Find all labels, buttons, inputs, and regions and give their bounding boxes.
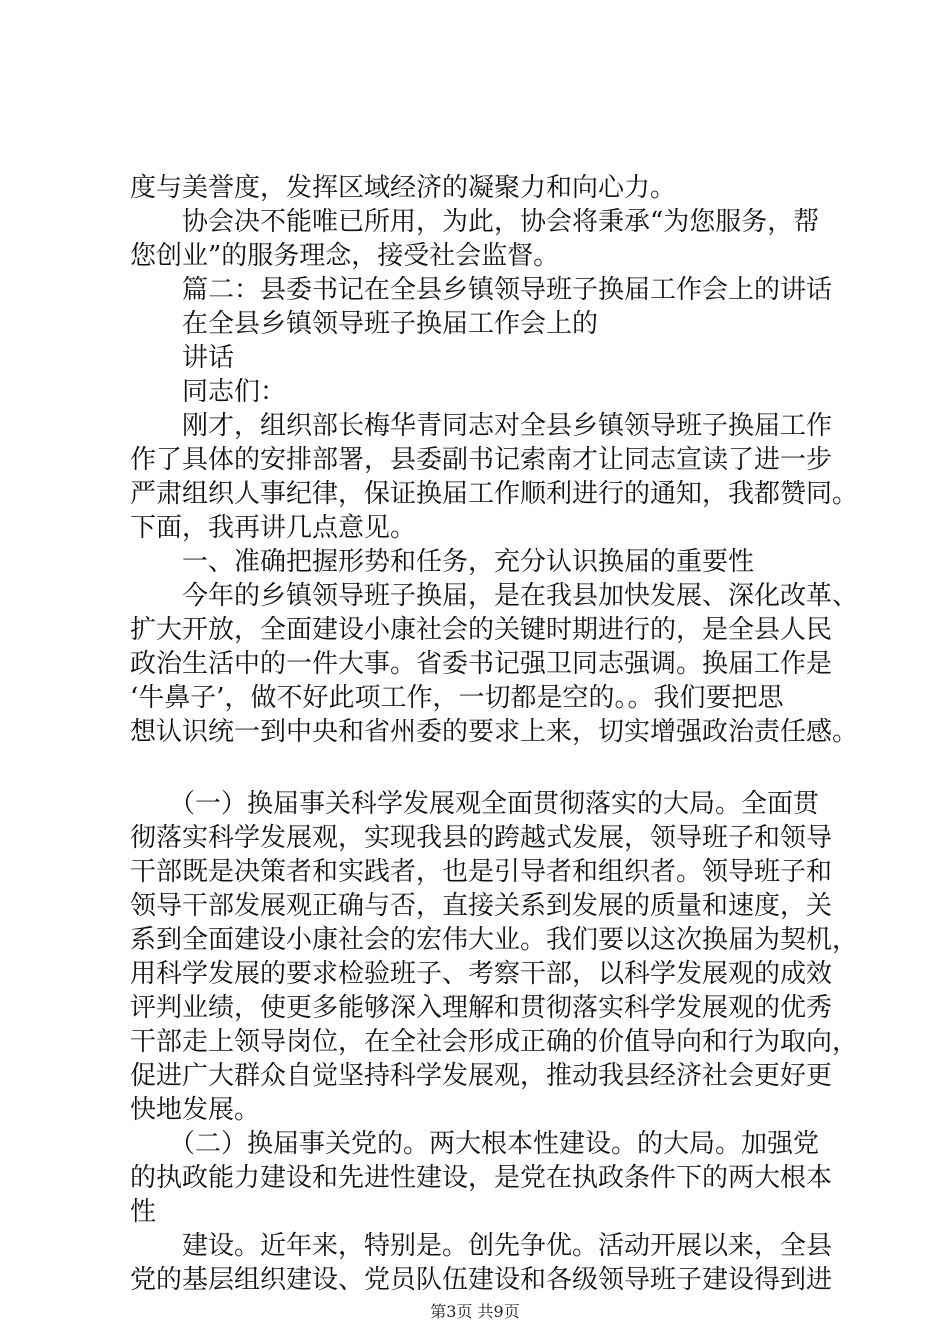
body-text-line: 作了具体的安排部署，县委副书记索南才让同志宣读了进一步 — [130, 445, 833, 475]
body-text-line: 干部既是决策者和实践者，也是引导者和组织者。领导班子和 — [130, 857, 833, 887]
body-text-line: 用科学发展的要求检验班子、考察干部，以科学发展观的成效 — [130, 959, 833, 989]
body-text-line: 政治生活中的一件大事。省委书记强卫同志强调。换届工作是 — [130, 649, 833, 679]
subsection-heading: 一、准确把握形势和任务，充分认识换届的重要性 — [130, 547, 755, 577]
body-text-line: 扩大开放，全面建设小康社会的关键时期进行的，是全县人民 — [130, 615, 833, 645]
body-text-line: 快地发展。 — [130, 1095, 261, 1125]
body-text-line: 促进广大群众自觉坚持科学发展观，推动我县经济社会更好更 — [130, 1061, 833, 1091]
body-text-line: 评判业绩，使更多能够深入理解和贯彻落实科学发展观的优秀 — [130, 993, 833, 1023]
body-text-line: 协会决不能唯已所用，为此，协会将秉承“为您服务，帮 — [130, 207, 820, 237]
body-text-line: 彻落实科学发展观，实现我县的跨越式发展，领导班子和领导 — [130, 823, 833, 853]
body-text-line: 干部走上领导岗位，在全社会形成正确的价值导向和行为取向， — [130, 1027, 859, 1057]
body-text-line: 刚才，组织部长梅华青同志对全县乡镇领导班子换届工作 — [130, 411, 833, 441]
body-text-line: 您创业”的服务理念，接受社会监督。 — [130, 241, 560, 271]
body-text-line: 的执政能力建设和先进性建设，是党在执政条件下的两大根本 — [130, 1163, 833, 1193]
speech-title-continued: 讲话 — [130, 343, 235, 373]
body-text-line: 建设。近年来，特别是。创先争优。活动开展以来，全县 — [130, 1231, 833, 1261]
body-text-line: 党的基层组织建设、党员队伍建设和各级领导班子建设得到进 — [130, 1265, 833, 1295]
page-number-footer: 第3页 共9页 — [430, 1302, 520, 1321]
body-text-line: 领导干部发展观正确与否，直接关系到发展的质量和速度，关 — [130, 891, 833, 921]
body-text-line: 系到全面建设小康社会的宏伟大业。我们要以这次换届为契机， — [130, 925, 859, 955]
body-text-line: 性 — [130, 1197, 157, 1227]
body-text-line: 想认识统一到中央和省州委的要求上来，切实增强政治责任感。 — [130, 717, 859, 747]
body-text-line: 今年的乡镇领导班子换届，是在我县加快发展、深化改革、 — [130, 581, 859, 611]
body-text-line: 度与美誉度，发挥区域经济的凝聚力和向心力。 — [130, 173, 677, 203]
body-text-line: 下面，我再讲几点意见。 — [130, 513, 417, 543]
salutation: 同志们： — [130, 377, 287, 407]
body-text-line: 严肃组织人事纪律，保证换届工作顺利进行的通知，我都赞同。 — [130, 479, 859, 509]
speech-title: 在全县乡镇领导班子换届工作会上的 — [130, 309, 599, 339]
body-text-line: （二）换届事关党的。两大根本性建设。的大局。加强党 — [130, 1129, 820, 1159]
body-text-line: ‘牛鼻子’，做不好此项工作，一切都是空的。。我们要把思 — [130, 683, 784, 713]
section-heading: 篇二：县委书记在全县乡镇领导班子换届工作会上的讲话 — [130, 275, 833, 305]
body-text-line: （一）换届事关科学发展观全面贯彻落实的大局。全面贯 — [130, 789, 820, 819]
